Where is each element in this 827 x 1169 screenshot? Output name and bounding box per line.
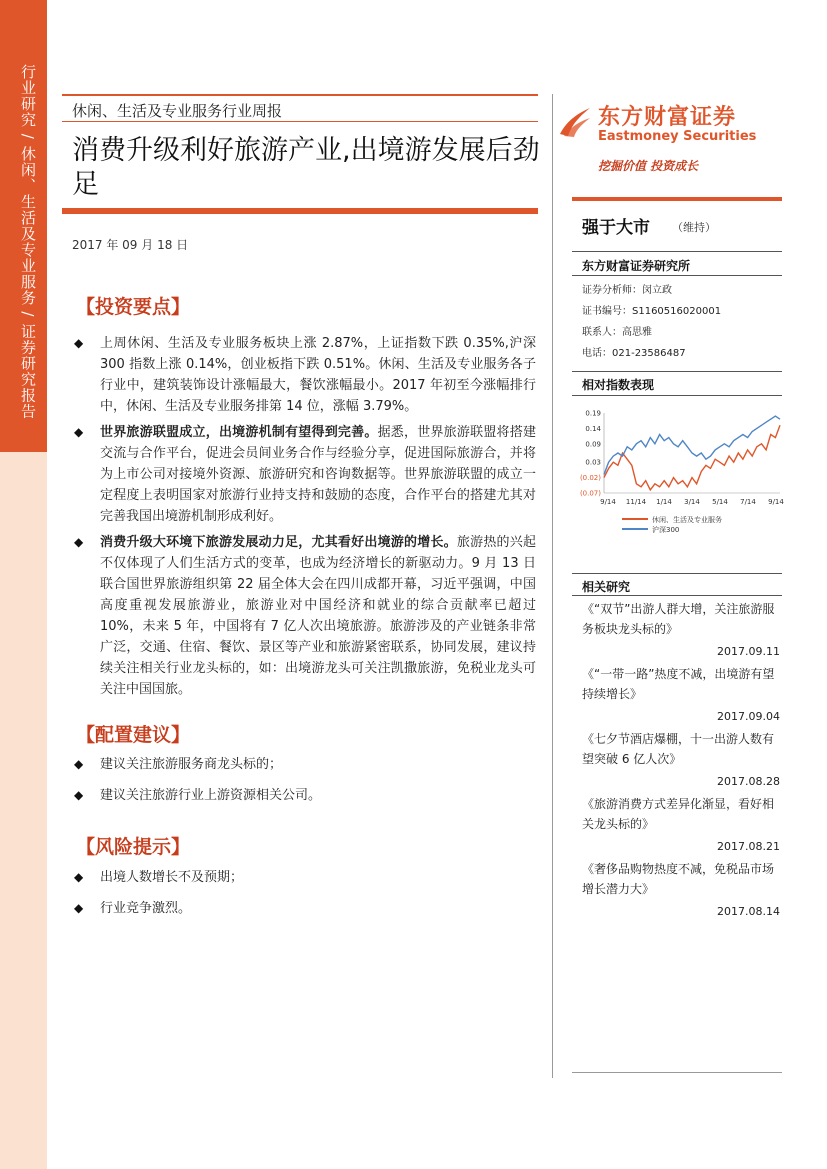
x-tick-label: 1/14 [656, 498, 672, 506]
related-research-item[interactable]: 《奢侈品购物热度不减，免税品市场增长潜力大》 [582, 862, 775, 896]
y-tick-label: 0.03 [585, 458, 601, 467]
report-title: 消费升级利好旅游产业,出境游发展后劲足 [72, 135, 540, 200]
related-research-title: 相关研究 [582, 580, 631, 594]
config-suggestion-heading: 【配置建议】 [76, 724, 191, 746]
x-tick-label: 7/14 [740, 498, 756, 506]
related-research-item[interactable]: 《旅游消费方式差异化渐显，看好相关龙头标的》 [582, 797, 775, 831]
rating-rule [572, 197, 782, 201]
bullet-bold-lead: 世界旅游联盟成立，出境游机制有望得到完善。 [100, 425, 378, 440]
institute-bottom-rule [572, 275, 782, 276]
diamond-bullet-icon: ◆ [74, 757, 84, 771]
y-tick-label: (0.02) [579, 474, 601, 483]
certificate-number: 证书编号：S1160516020001 [582, 306, 722, 317]
title-underline [62, 208, 538, 214]
investment-bullet: ◆ 消费升级大环境下旅游发展动力足，尤其看好出境游的增长。旅游热的兴起不仅体现了人们生活方式的变革，也成为经济增长的新驱动力。9 月 13 日联合国世界旅游组织第 22 届全体大会在四川成都开幕，习近平强调，中国高度重视发展旅游业，旅游业对中国经济和就业的综合贡献率已超过 10%，未来 5 年，中国将有 7 亿人次出境旅游。旅游涉及的产业链条非常广泛，交通、住宿、餐饮、景区等产业和旅游紧密联系，协同发展，建议持续关注相关行业龙头标的，如：出境游龙头可关注凯撒旅游，免税业龙头可关注中国国旅。 [74, 532, 536, 700]
diamond-bullet-icon: ◆ [74, 535, 84, 549]
related-research-date: 2017.08.14 [717, 905, 780, 918]
investment-highlights-heading: 【投资要点】 [76, 296, 191, 318]
chart-top-rule [572, 371, 782, 372]
report-date: 2017 年 09 月 18 日 [72, 238, 189, 252]
y-tick-label: 0.09 [585, 440, 601, 449]
rating: 强于大市 [582, 218, 650, 238]
bottom-rule [572, 1072, 782, 1073]
risk-bullet: ◆ 行业竞争激烈。 [74, 898, 536, 919]
y-tick-label: 0.14 [585, 424, 601, 433]
slogan: 挖掘价值 投资成长 [598, 159, 699, 173]
bullet-bold-lead: 消费升级大环境下旅游发展动力足，尤其看好出境游的增长。 [100, 535, 457, 550]
contact-person: 联系人：高思雅 [582, 327, 652, 338]
x-tick-label: 11/14 [625, 498, 647, 506]
config-bullet: ◆ 建议关注旅游行业上游资源相关公司。 [74, 785, 536, 806]
series-line [604, 416, 780, 474]
related-top-rule [572, 573, 782, 574]
investment-bullet: ◆ 上周休闲、生活及专业服务板块上涨 2.87%，上证指数下跌 0.35%,沪深 300 指数上涨 0.14%，创业板指下跌 0.51%。休闲、生活及专业服务各子行业中，建筑装饰设计涨幅最大，餐饮涨幅最小。2017 年初至今涨幅排行中，休闲、生活及专业服务排第 14 位，涨幅 3.79%。 [74, 333, 536, 417]
x-tick-label: 9/14 [768, 498, 784, 506]
x-tick-label: 5/14 [712, 498, 728, 506]
related-research-date: 2017.09.11 [717, 645, 780, 658]
y-tick-label: (0.07) [579, 489, 601, 498]
diamond-bullet-icon: ◆ [74, 788, 84, 802]
related-research-item[interactable]: 《“一带一路”热度不减，出境游有望持续增长》 [582, 667, 775, 701]
related-research-date: 2017.09.04 [717, 710, 780, 723]
chart-title-rule [572, 395, 782, 396]
header-top-rule [62, 94, 538, 96]
column-divider [552, 94, 553, 1078]
report-type: 休闲、生活及专业服务行业周报 [72, 102, 283, 120]
x-tick-label: 3/14 [684, 498, 700, 506]
sidebar-band [0, 0, 47, 1169]
diamond-bullet-icon: ◆ [74, 901, 84, 915]
config-bullet: ◆ 建议关注旅游服务商龙头标的； [74, 754, 536, 775]
relative-index-chart [574, 405, 784, 545]
series-line [604, 425, 780, 490]
risk-heading: 【风险提示】 [76, 836, 191, 858]
diamond-bullet-icon: ◆ [74, 336, 84, 350]
related-research-item[interactable]: 《七夕节酒店爆棚，十一出游人数有望突破 6 亿人次》 [582, 732, 775, 766]
diamond-bullet-icon: ◆ [74, 425, 84, 439]
eastmoney-logo-icon [558, 104, 592, 138]
x-tick-label: 9/14 [600, 498, 616, 506]
diamond-bullet-icon: ◆ [74, 870, 84, 884]
related-title-rule [572, 595, 782, 596]
institute-top-rule [572, 251, 782, 252]
related-research-date: 2017.08.28 [717, 775, 780, 788]
risk-bullet: ◆ 出境人数增长不及预期； [74, 867, 536, 888]
phone: 电话：021-23586487 [582, 348, 686, 359]
related-research-item[interactable]: 《“双节”出游人群大增，关注旅游服务板块龙头标的》 [582, 602, 775, 636]
rating-status: （维持） [672, 221, 716, 234]
institute-name: 东方财富证券研究所 [582, 259, 691, 273]
legend-label: 沪深300 [652, 526, 680, 534]
sidebar-category-text: 行业研究 / 休闲、生活及专业服务 / 证券研究报告 [19, 64, 37, 420]
header-mid-rule [62, 121, 538, 122]
analyst: 证券分析师：闵立政 [582, 285, 672, 296]
logo-english-name: Eastmoney Securities [598, 129, 757, 144]
investment-bullet: ◆ 世界旅游联盟成立，出境游机制有望得到完善。据悉，世界旅游联盟将搭建交流与合作平台，促进会员间业务合作与经验分享，促进国际旅游合，并将为上市公司对接境外资源、旅游研究和咨询数据等。世界旅游联盟的成立一定程度上表明国家对旅游行业持支持和鼓励的态度，合作平台的搭建尤其对完善我国出境游机制形成利好。 [74, 422, 536, 527]
chart-title: 相对指数表现 [582, 378, 655, 392]
logo-chinese-name: 东方财富证券 [598, 105, 737, 130]
y-tick-label: 0.19 [585, 409, 601, 418]
related-research-date: 2017.08.21 [717, 840, 780, 853]
legend-label: 休闲、生活及专业服务 [652, 516, 722, 524]
